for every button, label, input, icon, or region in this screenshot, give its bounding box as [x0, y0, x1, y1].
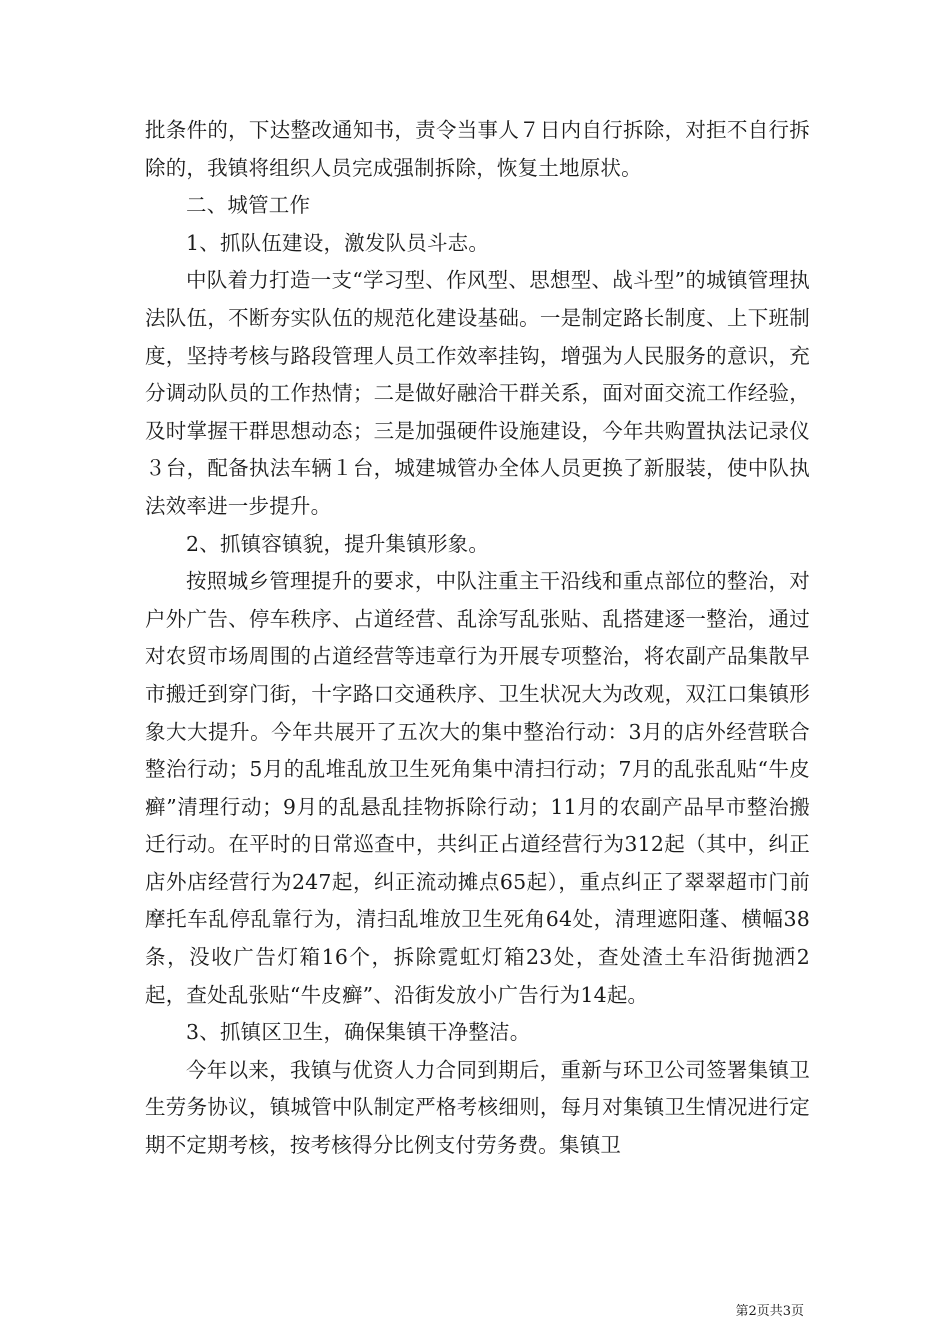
paragraph-town-sanitation: 今年以来，我镇与优资人力合同到期后，重新与环卫公司签署集镇卫生劳务协议，镇城管中队制定严格考核细则，每月对集镇卫生情况进行定期不定期考核，按考核得分比例支付劳务费。集镇卫 [145, 1057, 810, 1158]
paragraph-team-building: 中队着力打造一支“学习型、作风型、思想型、战斗型”的城镇管理执法队伍，不断夯实队伍的规范化建设基础。一是制定路长制度、上下班制度，坚持考核与路段管理人员工作效率挂钩，增强为人民服务的意识，充分调动队员的工作热情；二是做好融洽干群关系，面对面交流工作经验，及时掌握干群思想动态；三是加强硬件设施建设，今年共购置执法记录仪３台，配备执法车辆１台，城建城管办全体人员更换了新服装，使中队执法效率进一步提升。 [145, 268, 810, 518]
document-body [145, 112, 810, 1165]
paragraph-continuation: 批条件的，下达整改通知书，责令当事人７日内自行拆除，对拒不自行拆除的，我镇将组织人员完成强制拆除，恢复土地原状。 [145, 118, 810, 180]
subheading-team-building: 1、抓队伍建设，激发队员斗志。 [186, 230, 490, 255]
subheading-town-appearance: 2、抓镇容镇貌，提升集镇形象。 [186, 531, 490, 556]
paragraph-town-appearance: 按照城乡管理提升的要求，中队注重主干沿线和重点部位的整治，对户外广告、停车秩序、占道经营、乱涂写乱张贴、乱搭建逐一整治，通过对农贸市场周围的占道经营等违章行为开展专项整治，将农副产品集散早市搬迁到穿门街，十字路口交通秩序、卫生状况大为改观，双江口集镇形象大大提升。今年共展开了五次大的集中整治行动：3月的店外经营联合整治行动；5月的乱堆乱放卫生死角集中清扫行动；7月的乱张乱贴“牛皮癣”清理行动；9月的乱悬乱挂物拆除行动；11月的农副产品早市整治搬迁行动。在平时的日常巡查中，共纠正占道经营行为312起（其中，纠正店外店经营行为247起，纠正流动摊点65起），重点纠正了翠翠超市门前摩托车乱停乱靠行为，清扫乱堆放卫生死角64处，清理遮阳蓬、横幅38条，没收广告灯箱16个，拆除霓虹灯箱23处，查处渣土车沿街抛洒2起，查处乱张贴“牛皮癣”、沿街发放小广告行为14起。 [145, 569, 810, 1007]
page-number-footer: 第2页共3页 [735, 1304, 804, 1319]
subheading-town-sanitation: 3、抓镇区卫生，确保集镇干净整洁。 [186, 1020, 531, 1045]
section-heading-chengguan: 二、城管工作 [186, 193, 311, 218]
